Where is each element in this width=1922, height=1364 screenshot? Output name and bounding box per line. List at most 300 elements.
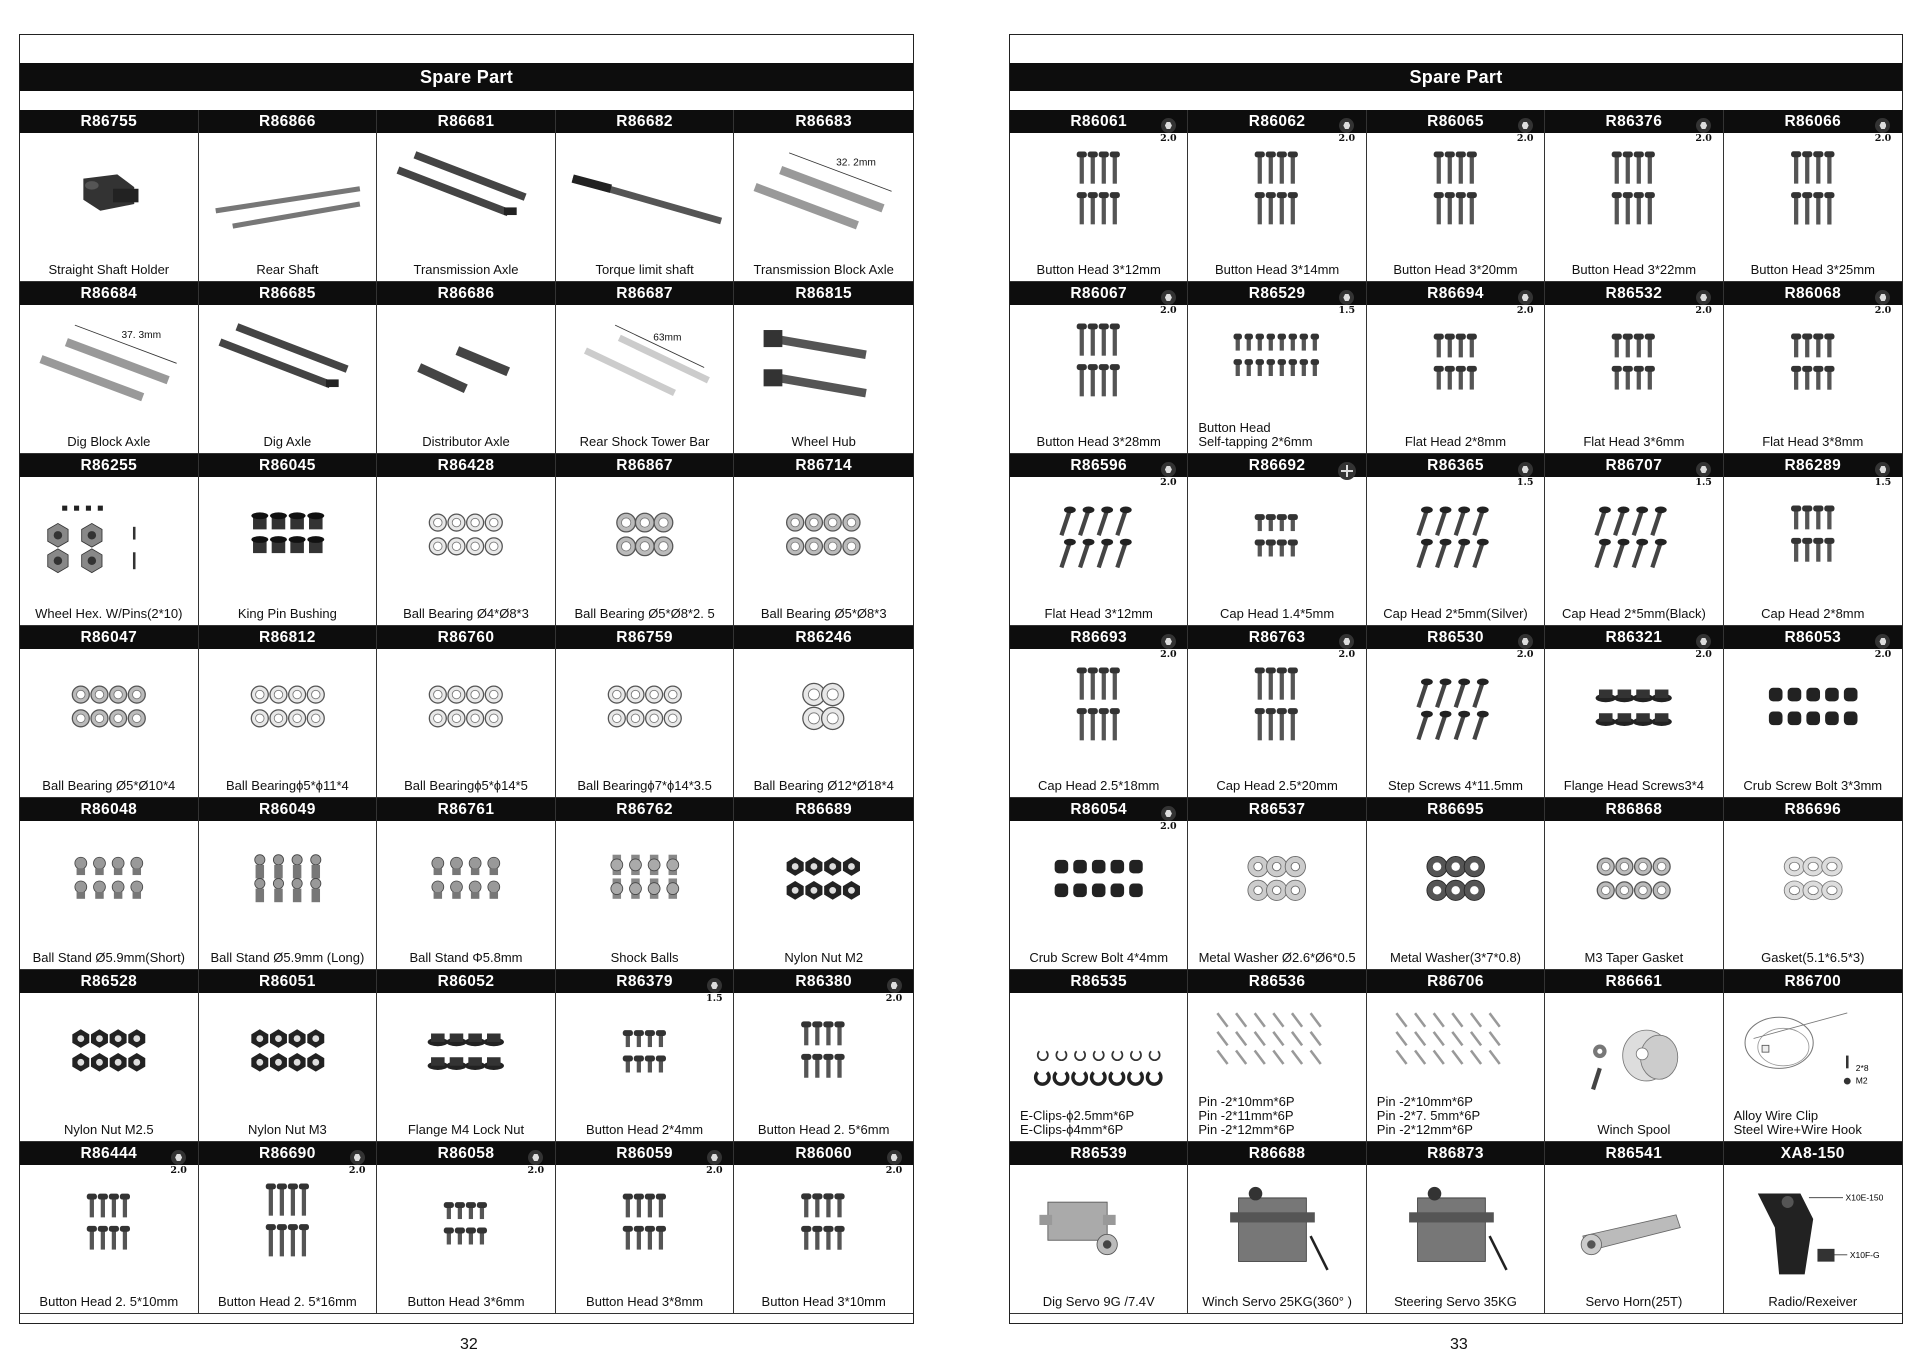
part-name-line: Ball Bearing Ø4*Ø8*3 — [403, 606, 529, 621]
part-name-line: Cap Head 2*8mm — [1761, 606, 1865, 621]
part-name — [736, 1295, 911, 1309]
part-name-line: Button Head 3*12mm — [1036, 262, 1161, 277]
hex-key-size: 2.0 — [885, 993, 903, 1004]
part-cell-r86687 — [556, 282, 735, 454]
part-code: R86045 — [199, 454, 377, 477]
part-name — [1020, 1109, 1185, 1137]
part-name-line: Nylon Nut M3 — [248, 1122, 327, 1137]
part-image — [381, 308, 551, 422]
part-image — [203, 1168, 373, 1282]
part-name — [1369, 607, 1542, 621]
part-cell-r86759 — [556, 626, 735, 798]
part-name-line: Flange M4 Lock Nut — [407, 1122, 525, 1137]
part-code: R86255 — [20, 454, 198, 477]
hex-key-icon — [1157, 634, 1179, 660]
part-name-line: Rear Shock Tower Bar — [579, 434, 710, 449]
part-name-line: Winch Spool — [1597, 1122, 1671, 1137]
part-code: R86532 — [1545, 282, 1722, 305]
part-cell-r86048 — [20, 798, 199, 970]
part-code: R86048 — [20, 798, 198, 821]
part-image — [1371, 136, 1540, 250]
part-code: R86365 — [1367, 454, 1544, 477]
part-name-line: Nylon Nut M2.5 — [64, 1122, 154, 1137]
part-image — [381, 652, 551, 766]
part-name — [22, 1123, 196, 1137]
part-image — [1371, 480, 1540, 594]
part-image — [1371, 824, 1540, 938]
part-name — [1190, 779, 1363, 793]
part-cell-r86761 — [377, 798, 556, 970]
hex-key-size: 2.0 — [1695, 305, 1712, 316]
part-name-line: Ball Bearingϕ7*ϕ14*3.5 — [577, 778, 712, 793]
part-name-line: Pin -2*10mm*6P — [1376, 1094, 1473, 1109]
part-cell-r86762 — [556, 798, 735, 970]
hex-key-icon — [1693, 634, 1715, 660]
part-code: R86762 — [556, 798, 734, 821]
part-code: R86867 — [556, 454, 734, 477]
part-cell-r86690 — [199, 1142, 378, 1314]
part-code: R86047 — [20, 626, 198, 649]
part-image — [24, 136, 194, 250]
part-image — [1728, 652, 1898, 766]
part-name — [1012, 951, 1185, 965]
part-code: R86714 — [734, 454, 913, 477]
part-cell-r86686 — [377, 282, 556, 454]
part-cell-r86061 — [1010, 110, 1188, 282]
part-image — [738, 308, 909, 422]
part-code: R86763 — [1188, 626, 1365, 649]
part-image — [1371, 1168, 1540, 1282]
part-cell-r86528 — [20, 970, 199, 1142]
part-name-line: Flange Head Screws3*4 — [1563, 778, 1704, 793]
part-image — [1371, 308, 1540, 422]
part-image — [1192, 308, 1361, 422]
part-image — [1728, 308, 1898, 422]
part-code: R86321 — [1545, 626, 1722, 649]
hex-key-size: 2.0 — [1160, 133, 1177, 144]
part-code: R86061 — [1010, 110, 1187, 133]
part-cell-r86321 — [1545, 626, 1723, 798]
part-name-line: Button Head 3*8mm — [586, 1294, 704, 1309]
part-cell-r86051 — [199, 970, 378, 1142]
part-image — [560, 480, 730, 594]
part-cell-r86760 — [377, 626, 556, 798]
hex-key-size: 2.0 — [170, 1165, 187, 1176]
part-name-line: Nylon Nut M2 — [784, 950, 864, 965]
hex-key-icon — [703, 1150, 725, 1176]
part-code: R86536 — [1188, 970, 1365, 993]
hex-key-icon — [883, 1150, 905, 1176]
part-name-line: Pin -2*11mm*6P — [1198, 1108, 1294, 1123]
hex-key-size: 2.0 — [1160, 821, 1177, 832]
part-name — [379, 263, 553, 277]
part-code: R86380 — [734, 970, 913, 993]
hex-key-size: 2.0 — [1160, 305, 1177, 316]
hex-key-size: 2.0 — [1874, 649, 1892, 660]
part-name-line: Button Head 2. 5*16mm — [218, 1294, 357, 1309]
hex-key-size: 1.5 — [706, 993, 723, 1004]
part-name — [1012, 435, 1185, 449]
svg-text:37. 3mm: 37. 3mm — [121, 329, 162, 341]
part-code: R86688 — [1188, 1142, 1365, 1165]
part-cell-r86289 — [1724, 454, 1902, 626]
part-name-line: E-Clips-ϕ2.5mm*6P — [1020, 1108, 1135, 1123]
part-cell-r86868 — [1545, 798, 1723, 970]
part-image — [381, 996, 551, 1110]
part-cell-r86873 — [1367, 1142, 1545, 1314]
part-name-line: Button Head 3*28mm — [1036, 434, 1161, 449]
part-code: R86682 — [556, 110, 734, 133]
part-code: R86687 — [556, 282, 734, 305]
part-name-line: Cap Head 2.5*18mm — [1037, 778, 1160, 793]
part-name — [1726, 435, 1900, 449]
part-name — [558, 607, 732, 621]
part-code: R86873 — [1367, 1142, 1544, 1165]
part-name-line: Ball Stand Ø5.9mm (Long) — [210, 950, 365, 965]
part-image — [560, 308, 730, 422]
hex-key-size: 2.0 — [348, 1165, 366, 1176]
part-name-line: E-Clips-ϕ4mm*6P — [1020, 1122, 1124, 1137]
part-name-line: Ball Bearing Ø5*Ø10*4 — [42, 778, 176, 793]
part-name — [201, 779, 375, 793]
part-image — [1728, 996, 1898, 1110]
part-name-line: Pin -2*12mm*6P — [1198, 1122, 1295, 1137]
part-image — [738, 136, 909, 250]
part-code: R86681 — [377, 110, 555, 133]
hex-key-icon — [1872, 634, 1894, 660]
part-name — [1547, 1123, 1720, 1137]
part-name — [1377, 1095, 1542, 1137]
part-code: XA8-150 — [1724, 1142, 1902, 1165]
part-code: R86755 — [20, 110, 198, 133]
part-cell-r86688 — [1188, 1142, 1366, 1314]
part-cell-r86696 — [1724, 798, 1902, 970]
part-name-line: Cap Head 1.4*5mm — [1220, 606, 1335, 621]
part-cell-r86685 — [199, 282, 378, 454]
part-code: R86067 — [1010, 282, 1187, 305]
part-image — [560, 136, 730, 250]
part-image — [1014, 480, 1183, 594]
part-cell-r86693 — [1010, 626, 1188, 798]
part-name-line: Straight Shaft Holder — [48, 262, 170, 277]
part-name-line: Shock Balls — [610, 950, 679, 965]
parts-grid — [1010, 110, 1902, 1314]
part-code: R86053 — [1724, 626, 1902, 649]
part-image — [1371, 652, 1540, 766]
part-name — [558, 1295, 732, 1309]
part-cell-r86049 — [199, 798, 378, 970]
part-name — [558, 951, 732, 965]
part-cell-r86365 — [1367, 454, 1545, 626]
part-name-line: Rear Shaft — [256, 262, 319, 277]
part-name-line: Dig Servo 9G /7.4V — [1042, 1294, 1155, 1309]
part-name-line: Ball Bearing Ø5*Ø8*2. 5 — [574, 606, 715, 621]
part-image — [1371, 996, 1540, 1110]
hex-key-size: 2.0 — [706, 1165, 723, 1176]
part-code: R86066 — [1724, 110, 1902, 133]
part-cell-r86529 — [1188, 282, 1366, 454]
part-code: R86683 — [734, 110, 913, 133]
part-image — [560, 1168, 730, 1282]
part-code: R86760 — [377, 626, 555, 649]
part-name-line: Pin -2*10mm*6P — [1198, 1094, 1295, 1109]
part-code: R86065 — [1367, 110, 1544, 133]
part-image — [738, 1168, 909, 1282]
part-image — [1549, 308, 1718, 422]
part-name-line: Transmission Axle — [413, 262, 519, 277]
part-name — [1547, 1295, 1720, 1309]
part-cell-r86700 — [1724, 970, 1902, 1142]
part-name — [558, 1123, 732, 1137]
hex-key-icon — [1693, 290, 1715, 316]
part-name-line: Button Head 2. 5*6mm — [757, 1122, 890, 1137]
part-name — [558, 263, 732, 277]
part-code: R86686 — [377, 282, 555, 305]
part-name — [1190, 951, 1363, 965]
hex-key-size: 2.0 — [1516, 305, 1534, 316]
part-code: R86444 — [20, 1142, 198, 1165]
part-name-line: Steering Servo 35KG — [1394, 1294, 1517, 1309]
right-page — [1009, 34, 1903, 1324]
part-cell-r86535 — [1010, 970, 1188, 1142]
hex-key-icon — [883, 978, 905, 1004]
part-code: R86689 — [734, 798, 913, 821]
part-cell-r86444 — [20, 1142, 199, 1314]
part-name — [1198, 1095, 1363, 1137]
part-name — [201, 435, 375, 449]
hex-key-size: 1.5 — [1338, 305, 1356, 316]
part-name — [1726, 779, 1900, 793]
part-name-line: Ball Bearingϕ5*ϕ14*5 — [404, 778, 528, 793]
part-name — [22, 607, 196, 621]
part-image — [1192, 996, 1361, 1110]
part-name-line: Button Head 3*20mm — [1393, 262, 1518, 277]
part-code: R86428 — [377, 454, 555, 477]
part-code: R86685 — [199, 282, 377, 305]
part-image — [1728, 824, 1898, 938]
part-code: R86052 — [377, 970, 555, 993]
part-image — [738, 652, 909, 766]
part-name-line: Radio/Rexeiver — [1768, 1294, 1858, 1309]
part-code: R86690 — [199, 1142, 377, 1165]
part-image — [381, 480, 551, 594]
part-name-line: Gasket(5.1*6.5*3) — [1761, 950, 1865, 965]
part-name-line: Torque limit shaft — [595, 262, 694, 277]
hex-key-size: 2.0 — [1338, 133, 1356, 144]
part-name — [1369, 1295, 1542, 1309]
hex-key-icon — [346, 1150, 368, 1176]
hex-key-size: 2.0 — [1695, 133, 1712, 144]
hex-key-size: 2.0 — [1160, 477, 1177, 488]
part-image — [24, 824, 194, 938]
part-image — [1192, 652, 1361, 766]
part-code: R86812 — [199, 626, 377, 649]
part-cell-r86541 — [1545, 1142, 1723, 1314]
part-code: R86693 — [1010, 626, 1187, 649]
part-image — [1549, 136, 1718, 250]
part-name-line: Button Head 2. 5*10mm — [39, 1294, 179, 1309]
part-name-line: Ball Bearing Ø12*Ø18*4 — [753, 778, 894, 793]
part-image — [1728, 480, 1898, 594]
part-image — [560, 652, 730, 766]
page-title: Spare Part — [1010, 63, 1902, 91]
part-cell-r86537 — [1188, 798, 1366, 970]
part-name — [1190, 263, 1363, 277]
hex-key-icon — [1514, 118, 1536, 144]
part-cell-r86530 — [1367, 626, 1545, 798]
part-name-line: Button Head — [1198, 420, 1271, 435]
part-image — [1014, 136, 1183, 250]
part-cell-r86066 — [1724, 110, 1902, 282]
part-code: R86700 — [1724, 970, 1902, 993]
part-name — [22, 951, 196, 965]
part-cell-r86062 — [1188, 110, 1366, 282]
part-cell-r86707 — [1545, 454, 1723, 626]
part-image — [24, 308, 194, 422]
part-cell-r86539 — [1010, 1142, 1188, 1314]
part-name — [1012, 1295, 1185, 1309]
part-name — [1369, 779, 1542, 793]
part-code: R86528 — [20, 970, 198, 993]
part-name — [379, 607, 553, 621]
hex-key-icon — [1693, 118, 1715, 144]
part-name-line: Wheel Hex. W/Pins(2*10) — [35, 606, 183, 621]
part-cell-r86532 — [1545, 282, 1723, 454]
part-code: R86694 — [1367, 282, 1544, 305]
part-cell-r86661 — [1545, 970, 1723, 1142]
part-name — [1369, 951, 1542, 965]
part-cell-r86246 — [734, 626, 913, 798]
hex-key-size: 2.0 — [1695, 649, 1712, 660]
part-code: R86049 — [199, 798, 377, 821]
part-name — [22, 263, 196, 277]
part-cell-r86428 — [377, 454, 556, 626]
part-name-line: Ball Stand Φ5.8mm — [409, 950, 523, 965]
svg-text:63mm: 63mm — [653, 332, 682, 344]
part-code: R86060 — [734, 1142, 913, 1165]
hex-key-icon — [703, 978, 725, 1004]
part-name — [1012, 779, 1185, 793]
part-image — [1728, 136, 1898, 250]
part-code: R86062 — [1188, 110, 1365, 133]
part-cell-r86255 — [20, 454, 199, 626]
part-cell-r86068 — [1724, 282, 1902, 454]
part-cell-r86058 — [377, 1142, 556, 1314]
part-name — [736, 1123, 911, 1137]
hex-key-icon — [1693, 462, 1715, 488]
part-cell-r86596 — [1010, 454, 1188, 626]
part-name — [379, 1123, 553, 1137]
part-name-line: Pin -2*12mm*6P — [1376, 1122, 1473, 1137]
part-name-line: Button Head 3*10mm — [761, 1294, 886, 1309]
part-cell-r86695 — [1367, 798, 1545, 970]
part-cell-r86763 — [1188, 626, 1366, 798]
hex-key-icon — [1157, 806, 1179, 832]
part-code: R86868 — [1545, 798, 1722, 821]
part-code: R86696 — [1724, 798, 1902, 821]
part-code: R86059 — [556, 1142, 734, 1165]
part-image — [24, 480, 194, 594]
part-image — [203, 136, 373, 250]
part-name — [1547, 779, 1720, 793]
part-name-line: Flat Head 3*12mm — [1044, 606, 1153, 621]
hex-key-size: 2.0 — [1516, 649, 1534, 660]
part-name — [1547, 263, 1720, 277]
part-code: R86692 — [1188, 454, 1365, 477]
part-code: R86529 — [1188, 282, 1365, 305]
part-name — [201, 263, 375, 277]
part-image — [1549, 824, 1718, 938]
part-cell-r86866 — [199, 110, 378, 282]
part-code: R86379 — [556, 970, 734, 993]
part-image — [560, 824, 730, 938]
part-name — [1012, 607, 1185, 621]
part-code: R86706 — [1367, 970, 1544, 993]
part-name-line: Dig Block Axle — [67, 434, 151, 449]
part-name — [379, 1295, 553, 1309]
part-name-line: Ball Bearing Ø5*Ø8*3 — [760, 606, 887, 621]
part-name — [1547, 951, 1720, 965]
part-image — [738, 824, 909, 938]
part-name — [1547, 435, 1720, 449]
part-cell-r86059 — [556, 1142, 735, 1314]
part-name-line: Button Head 3*25mm — [1750, 262, 1875, 277]
part-name-line: Button Head 2*4mm — [586, 1122, 704, 1137]
hex-key-size: 2.0 — [1516, 133, 1534, 144]
part-name — [736, 951, 911, 965]
part-cell-r86694 — [1367, 282, 1545, 454]
svg-text:M2: M2 — [1855, 1075, 1868, 1086]
part-name-line: Button Head 3*22mm — [1571, 262, 1697, 277]
page-number: 33 — [1450, 1336, 1468, 1353]
part-cell-r86065 — [1367, 110, 1545, 282]
part-image — [1728, 1168, 1898, 1282]
part-cell-r86815 — [734, 282, 913, 454]
part-name-line: Flat Head 3*6mm — [1583, 434, 1685, 449]
part-name — [379, 435, 553, 449]
part-code: R86759 — [556, 626, 734, 649]
part-cell-r86689 — [734, 798, 913, 970]
part-image — [24, 1168, 194, 1282]
parts-grid — [20, 110, 913, 1314]
part-image — [738, 480, 909, 594]
part-cell-r86054 — [1010, 798, 1188, 970]
hex-key-icon — [168, 1150, 190, 1176]
part-name — [736, 263, 911, 277]
part-name-line: Servo Horn(25T) — [1585, 1294, 1683, 1309]
part-image — [1192, 480, 1361, 594]
part-image — [381, 1168, 551, 1282]
part-code: R86684 — [20, 282, 198, 305]
part-name-line: Metal Washer(3*7*0.8) — [1389, 950, 1521, 965]
part-name — [1012, 263, 1185, 277]
part-code: R86541 — [1545, 1142, 1722, 1165]
page-title: Spare Part — [20, 63, 913, 91]
part-code: R86289 — [1724, 454, 1902, 477]
hex-key-icon — [1336, 118, 1358, 144]
part-code: R86815 — [734, 282, 913, 305]
part-cell-r86047 — [20, 626, 199, 798]
part-name — [1726, 1295, 1900, 1309]
part-image — [1192, 1168, 1361, 1282]
part-name — [1369, 435, 1542, 449]
part-code: R86535 — [1010, 970, 1187, 993]
part-name-line: Crub Screw Bolt 3*3mm — [1743, 778, 1883, 793]
part-image — [1549, 652, 1718, 766]
svg-text:32. 2mm: 32. 2mm — [836, 157, 877, 169]
part-name — [379, 951, 553, 965]
part-name — [1190, 607, 1363, 621]
